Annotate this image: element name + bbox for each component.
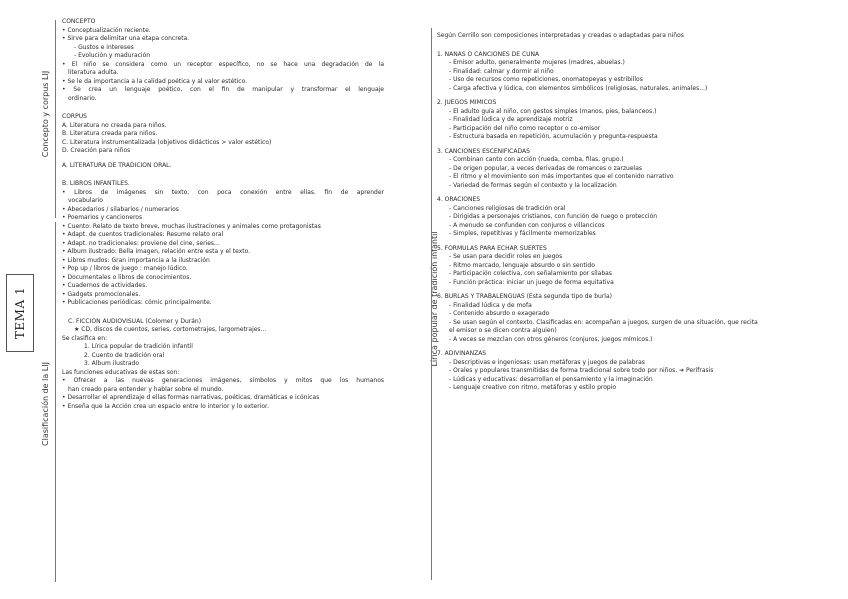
- clasificacion-b-title: B. LIBROS INFANTILES.: [62, 180, 130, 187]
- list-item: • Cuento: Relato de texto breve, muchas ilustraciones y animales como protagonistas: [62, 222, 321, 230]
- intro-text: Según Cerrillo son composiciones interpretadas y creadas o adaptadas para niños: [437, 32, 684, 39]
- section-title: 7. ADIVINANZAS: [437, 350, 487, 357]
- se-clasifica-label: Se clasifica en:: [62, 334, 108, 342]
- divider-lirica: [431, 28, 432, 580]
- label-concepto-corpus: Concepto y corpus LIJ: [41, 70, 50, 158]
- list-item: • Documentales o libros de conocimientos.: [62, 273, 192, 281]
- section-title: 5. FÓRMULAS PARA ECHAR SUERTES: [437, 244, 547, 252]
- list-item: - Variedad de formas según el contexto y la localización: [449, 181, 617, 189]
- tema-label: TEMA 1: [13, 286, 27, 340]
- list-item: - El ritmo y el movimiento son más importantes que el contenido narrativo: [449, 173, 674, 180]
- list-item: - Participación del niño como receptor o co-emisor: [449, 124, 601, 132]
- section-title: 2. JUEGOS MÍMICOS: [437, 99, 497, 106]
- divider-clasificacion: [55, 222, 56, 582]
- list-item: • Gadgets promocionales.: [62, 290, 141, 298]
- list-item: - Finalidad lúdica y de mofa: [449, 301, 532, 309]
- clasificacion-c-title: C. FICCIÓN AUDIOVISUAL (Colomer y Durán): [68, 317, 202, 325]
- list-item: - Gustos e intereses: [74, 43, 134, 51]
- list-item: • Se le da importancia a la calidad poética y al valor estético.: [62, 77, 248, 85]
- tema-box: [6, 274, 34, 352]
- list-item: • Libros mudos: Gran importancia a la ilustración: [62, 256, 210, 264]
- list-item: • Pop up / libros de juego : manejo lúdico.: [62, 265, 188, 272]
- list-item: - Descriptivas e ingeniosas: usan metáforas y juegos de palabras: [449, 358, 645, 366]
- divider-concepto: [55, 20, 56, 218]
- list-item: - Combinan canto con acción (rueda, comba, filas, grupo.): [449, 156, 624, 163]
- list-item: - Uso de recursos como repeticiones, onomatopeyas y estribillos: [449, 76, 643, 83]
- list-item: • Cuadernos de actividades.: [62, 282, 148, 289]
- list-item: literatura adulta.: [68, 69, 119, 76]
- list-item: - A menudo se confunden con conjuros o villancicos: [449, 221, 605, 229]
- list-item: - El adulto guía al niño, con gestos simples (manos, pies, balanceos.): [449, 107, 657, 115]
- list-item: • Desarrollar el aprendizaje d ellas formas narrativas, poéticas, dramáticas e icónicas: [62, 394, 320, 401]
- section-title: 1. NANAS O CANCIONES DE CUNA: [437, 50, 540, 58]
- list-item: ★ CD, discos de cuentos, series, cortometrajes, largometrajes...: [74, 326, 267, 333]
- list-item: • Libros de imágenes sin texto, con poca conexión entre ellas. fin de aprender: [62, 188, 384, 196]
- list-item: B. Literatura creada para niños.: [62, 130, 158, 137]
- list-item: • Álbum ilustrado: Bella imagen, relación entre esta y el texto.: [62, 248, 251, 255]
- list-item: - A veces se mezclan con otros géneros (conjuros, juegos mímicos.): [449, 335, 653, 343]
- list-item: ordinario.: [68, 94, 97, 102]
- list-item: • Adapt. no tradicionales: proviene del cine, series...: [62, 239, 220, 247]
- concepto-title: CONCEPTO: [62, 18, 96, 25]
- section-title: 3. CANCIONES ESCENIFICADAS: [437, 147, 530, 155]
- list-item: vocabulario: [68, 197, 103, 204]
- list-item: - Simples, repetitivas y fácilmente memorizables: [449, 230, 596, 237]
- list-item: • Ofrecer a las nuevas generaciones imágenes, símbolos y mitos que los humanos: [62, 377, 384, 384]
- list-item: - Finalidad: calmar y dormir al niño: [449, 67, 554, 75]
- right-column: [437, 32, 842, 393]
- list-item: - De origen popular, a veces derivadas de romances o zarzuelas: [449, 164, 642, 172]
- list-item: 2. Cuento de tradición oral: [84, 351, 165, 359]
- list-item: - Función práctica: iniciar un juego de forma equitativa: [449, 278, 614, 286]
- label-lirica: Lírica popular de tradición infantil: [430, 231, 439, 367]
- list-item: el emisor o se dicen contra alguien): [449, 327, 557, 334]
- section-title: 4. ORACIONES: [437, 196, 481, 203]
- list-item: - Orales y populares transmitidas de forma tradicional sobre todo por niños. ➔ Perífrasis: [449, 367, 714, 374]
- list-item: - Canciones religiosas de tradición oral: [449, 204, 566, 212]
- list-item: - Carga afectiva y lúdica, con elementos simbólicos (religiosas, naturales, animales...): [449, 84, 708, 92]
- list-item: han creado para entender y hablar sobre el mundo.: [68, 385, 224, 393]
- section-title: 6. BURLAS Y TRABALENGUAS (Esta segunda tipo de burla): [437, 293, 612, 300]
- list-item: • Enseña que la Acción crea un espacio entre lo interior y lo exterior.: [62, 402, 269, 410]
- list-item: D. Creación para niños: [62, 147, 131, 154]
- list-item: • Se crea un lenguaje poético, con el fin de manipular y transformar el lenguaje: [62, 86, 384, 93]
- list-item: • Abecedarios / silabarios / numerarios: [62, 205, 179, 213]
- list-item: - Dirigidas a personajes cristianos, con función de ruego o protección: [449, 213, 658, 220]
- list-item: 3. Álbum ilustrado: [84, 360, 140, 367]
- list-item: - Lenguaje creativo con ritmo, metáforas y estilo propio: [449, 384, 617, 391]
- list-item: - Ritmo marcado, lenguaje absurdo o sin sentido: [449, 261, 595, 269]
- label-clasificacion: Clasificación de la LIJ: [41, 362, 50, 446]
- clasificacion-a-title: A. LITERATURA DE TRADICIÓN ORAL.: [62, 161, 172, 169]
- list-item: • Conceptualización reciente.: [62, 26, 151, 34]
- list-item: - Estructura basada en repetición, acumulación y pregunta-respuesta: [449, 133, 658, 140]
- list-item: • El niño se considera como un receptor específico, no se hace una degradación de la: [62, 60, 384, 68]
- list-item: 1. Lírica popular de tradición infantil: [84, 343, 193, 350]
- list-item: C. Literatura instrumentalizada (objetivos didácticos > valor estético): [62, 138, 272, 146]
- list-item: • Poemarios y cancioneros: [62, 214, 143, 221]
- list-item: - Participación colectiva, con señalamiento por sílabas: [449, 270, 612, 277]
- list-item: • Publicaciones periódicas: cómic principalmente.: [62, 299, 212, 306]
- list-item: A. Literatura no creada para niños.: [62, 121, 167, 129]
- list-item: - Finalidad lúdica y de aprendizaje motriz: [449, 116, 573, 123]
- funciones-label: Las funciones educativas de estas son:: [62, 368, 180, 376]
- list-item: - Emisor adulto, generalmente mujeres (madres, abuelas.): [449, 59, 625, 66]
- list-item: - Se usan según el contexto. Clasificadas en: acompañan a juegos, surgen de una situación, que recita: [449, 318, 758, 326]
- list-item: • Sirve para delimitar una etapa concreta.: [62, 35, 190, 42]
- corpus-title: CORPUS: [62, 113, 87, 120]
- list-item: - Contenido absurdo o exagerado: [449, 310, 550, 317]
- list-item: - Se usan para decidir roles en juegos: [449, 253, 563, 260]
- list-item: • Adapt. de cuentos tradicionales: Resume relato oral: [62, 231, 224, 238]
- list-item: - Evolución y maduración: [74, 52, 151, 59]
- left-column: [62, 18, 384, 411]
- list-item: - Lúdicas y educativas: desarrollan el pensamiento y la imaginación: [449, 375, 653, 383]
